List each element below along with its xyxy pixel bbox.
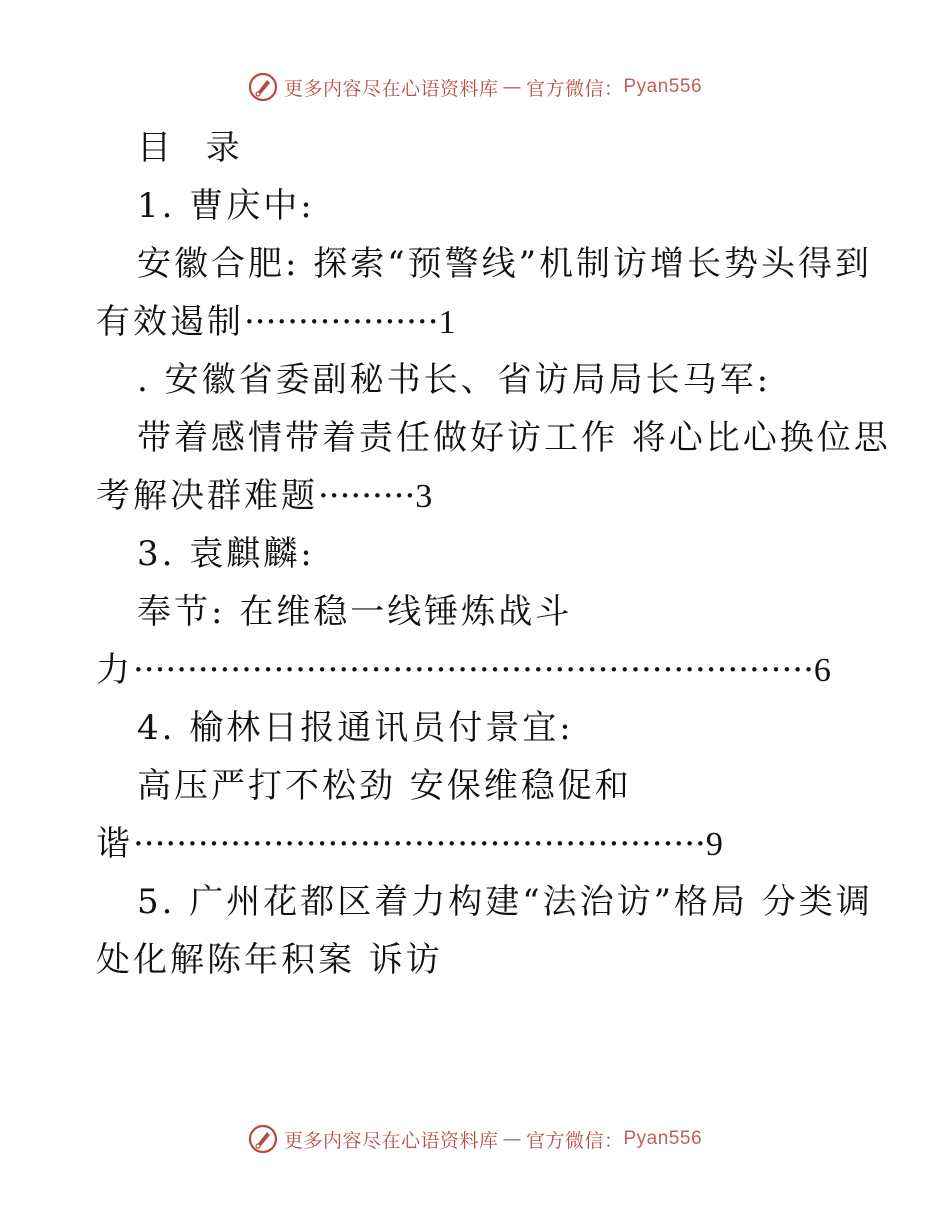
watermark-label: 官方微信： <box>525 1129 624 1152</box>
toc-entry-4-title-tail: 谐 <box>96 824 133 864</box>
toc-entry-1-title: 安徽合肥: 探索“预警线”机制访增长势头得到 <box>137 244 873 284</box>
toc-title: 目 录 <box>137 128 252 168</box>
pen-nib-logo-icon <box>248 1124 278 1154</box>
toc-entry-4-heading: 4. 榆林日报通讯员付景宜: <box>137 708 574 748</box>
watermark-label: 官方微信： <box>525 77 624 100</box>
toc-entry-4-leader: ····················································· <box>133 824 706 864</box>
toc-entry-1-leader: ·················· <box>244 302 439 342</box>
toc-entry-2-page[interactable]: 3 <box>415 478 433 515</box>
toc-entry-1-heading: 1. 曹庆中: <box>137 186 315 226</box>
toc-entry-3-title: 奉节: 在维稳一线锤炼战斗 <box>137 592 573 632</box>
toc-entry-3-leader: ······························································· <box>133 650 814 690</box>
toc-entry-2-leader: ········· <box>318 476 416 516</box>
toc-entry-5-title: 处化解陈年积案 诉访 <box>96 940 443 980</box>
toc-entry-2-heading: . 安徽省委副秘书长、省访局局长马军: <box>137 360 772 400</box>
toc-entry-2-title-cont <box>96 476 432 517</box>
watermark-handle: Pyan556 <box>623 76 703 97</box>
watermark-separator: — <box>502 76 522 98</box>
toc-entry-2-title-tail: 考解决群难题 <box>96 476 318 516</box>
toc-entry-4-title-cont <box>96 824 723 865</box>
pen-nib-logo-icon <box>248 72 278 102</box>
toc-entry-3-heading: 3. 袁麒麟: <box>137 534 315 574</box>
footer-watermark <box>0 1124 950 1154</box>
toc-entry-1-title-cont <box>96 302 456 343</box>
toc-entry-4-title: 高压严打不松劲 安保维稳促和 <box>137 766 632 806</box>
toc-entry-3-title-cont <box>96 650 831 691</box>
header-watermark <box>0 72 950 102</box>
toc-entry-1-title-tail: 有效遏制 <box>96 302 244 342</box>
watermark-text: 更多内容尽在心语资料库 <box>283 1129 499 1152</box>
toc-entry-5-heading: 5. 广州花都区着力构建“法治访”格局 分类调 <box>137 882 873 922</box>
watermark-separator: — <box>502 1128 522 1150</box>
toc-entry-1-page[interactable]: 1 <box>438 304 456 341</box>
watermark-handle: Pyan556 <box>623 1128 703 1149</box>
toc-entry-2-title: 带着感情带着责任做好访工作 将心比心换位思 <box>137 418 891 458</box>
toc-entry-3-page[interactable]: 6 <box>813 652 831 689</box>
toc-entry-4-page[interactable]: 9 <box>705 826 723 863</box>
toc-entry-3-title-tail: 力 <box>96 650 133 690</box>
watermark-text: 更多内容尽在心语资料库 <box>283 77 499 100</box>
